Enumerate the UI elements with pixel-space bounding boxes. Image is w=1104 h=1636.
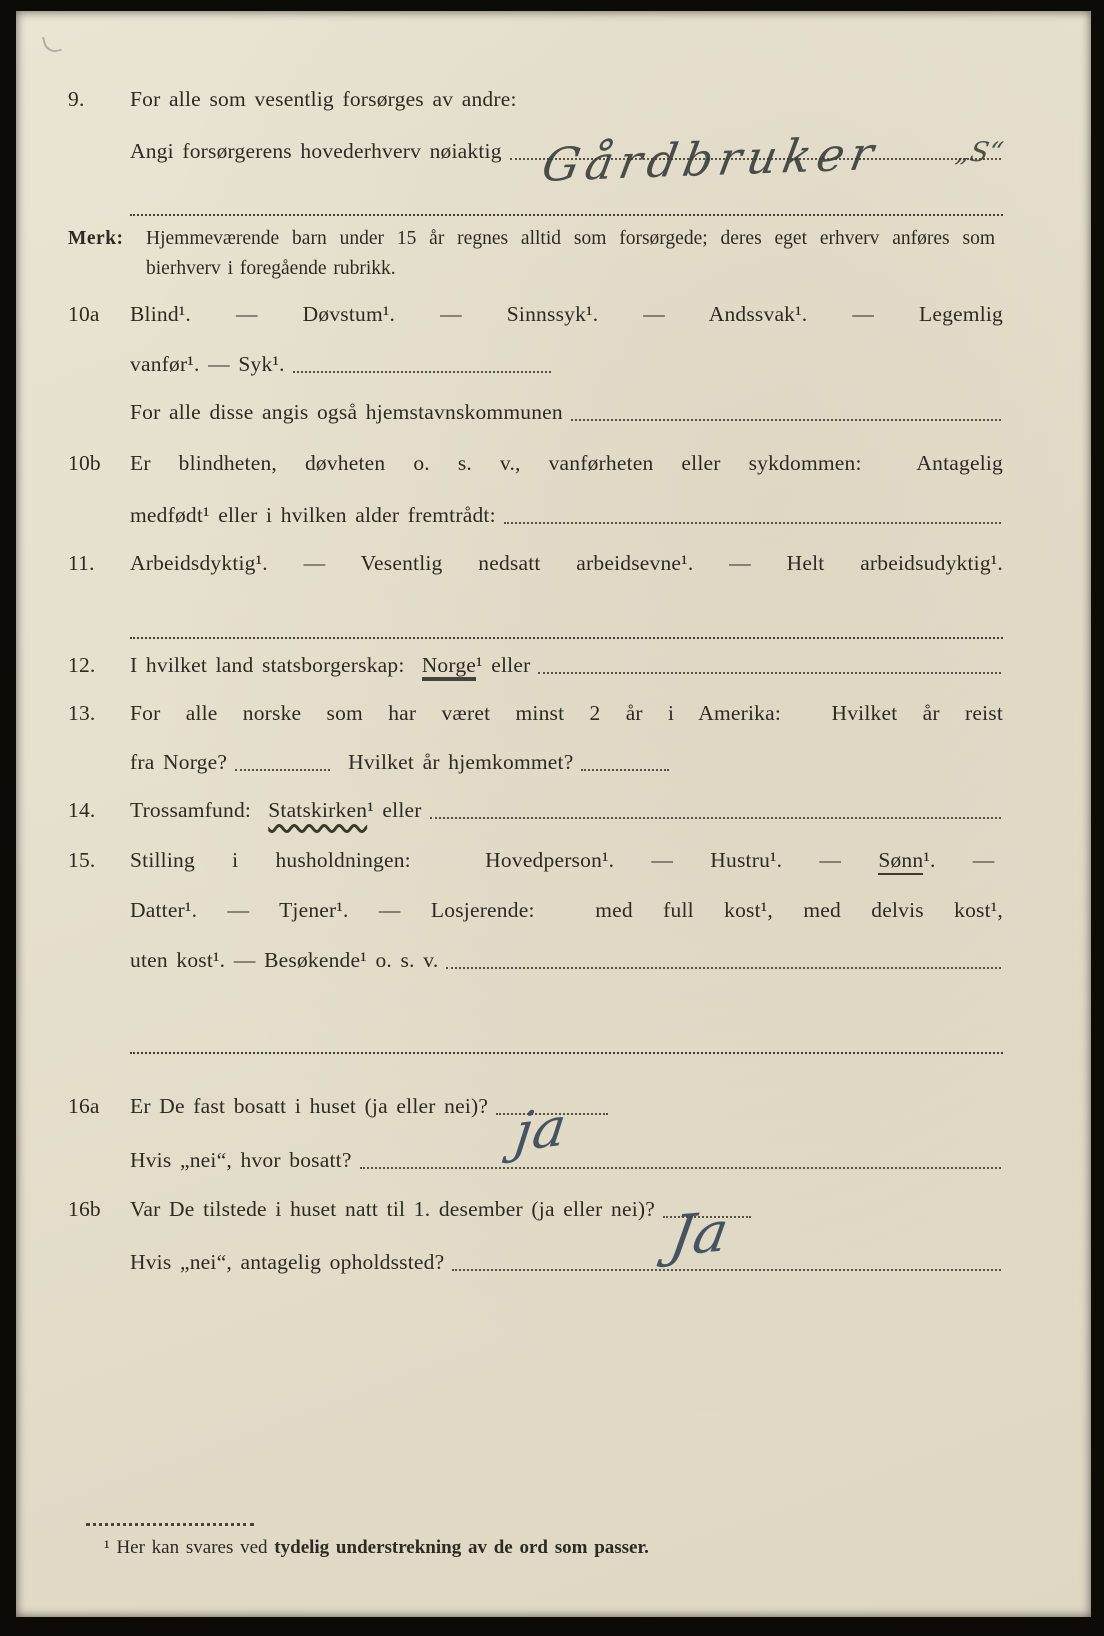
handwritten-answer-suffix: „S“ — [953, 137, 1006, 168]
question-10a-line2 — [130, 347, 1003, 379]
question-12-line1 — [68, 648, 1003, 680]
answer-dotted-line — [446, 943, 1001, 969]
question-text: uten kost¹. — Besøkende¹ o. s. v. — [130, 948, 439, 972]
question-number: 12. — [68, 653, 96, 677]
question-text: Var De tilstede i huset natt til 1. desember (ja eller nei)? — [130, 1197, 655, 1221]
note-label: Merk: — [68, 228, 124, 249]
question-text: Arbeidsdyktig¹. — Vesentlig nedsatt arbeidsevne¹. — Helt arbeidsudyktig¹. — [130, 551, 1003, 575]
question-9-line1 — [68, 84, 1003, 114]
question-number: 14. — [68, 798, 96, 822]
answer-dotted-line — [571, 395, 1001, 421]
answer-dotted-line — [581, 745, 669, 771]
footnote-rule — [86, 1523, 254, 1526]
question-text-post: ¹ eller — [367, 798, 422, 822]
footnote-text-bold: tydelig understrekning av de ord som passer. — [274, 1537, 649, 1558]
section-divider — [130, 214, 1003, 216]
answer-dotted-line — [538, 648, 1001, 674]
question-number: 16a — [68, 1094, 100, 1118]
question-text: Hvis „nei“, hvor bosatt? — [130, 1148, 352, 1172]
question-number: 10a — [68, 302, 100, 326]
question-10a-line1 — [68, 299, 1003, 329]
answer-dotted-line — [452, 1245, 1001, 1271]
pen-stray-mark — [42, 33, 62, 55]
footnote-text: Her kan svares ved — [109, 1537, 275, 1558]
question-number: 16b — [68, 1197, 101, 1221]
question-text: For alle disse angis også hjemstavnskommunen — [130, 400, 563, 424]
question-text: Angi forsørgerens hovederhverv nøiaktig — [130, 139, 502, 163]
question-number: 13. — [68, 701, 96, 725]
answer-dotted-line — [510, 126, 1006, 192]
question-text — [130, 795, 422, 825]
question-15-line3 — [130, 943, 1003, 975]
handwritten-answer-ja: ja — [511, 1095, 571, 1164]
section-divider — [130, 1052, 1003, 1054]
question-text: For alle norske som har været minst 2 år i Amerika: Hvilket år reist — [130, 701, 1003, 725]
question-text-pre: Stilling i husholdningen: Hovedperson¹. — Hustru¹. — — [130, 848, 879, 872]
question-text-post: ¹ eller — [476, 653, 531, 677]
question-13-line2 — [130, 745, 1003, 777]
question-15-line2 — [130, 895, 1003, 925]
question-number: 9. — [68, 87, 85, 111]
form-paper — [16, 11, 1091, 1617]
handwritten-answer-ja: Ja — [665, 1199, 734, 1270]
question-text-post: ¹. — — [923, 848, 1004, 872]
question-10b-line2 — [130, 498, 1003, 530]
question-text: Hvis „nei“, antagelig opholdssted? — [130, 1250, 445, 1274]
pen-wavy-underlined-word: Statskirken — [268, 798, 368, 822]
question-text — [130, 650, 530, 680]
answer-dotted-line — [235, 745, 330, 771]
note-text: Hjemmeværende barn under 15 år regnes alltid som forsørgede; deres eget erhverv anføres som bierhverv i foregående rubrikk. — [146, 228, 995, 279]
question-14-line1 — [68, 793, 1003, 825]
answer-dotted-line — [663, 1192, 751, 1270]
handwritten-answer-occupation: Gårdbruker — [537, 126, 884, 192]
question-10b-line1 — [68, 448, 1003, 478]
footnote — [104, 1535, 1003, 1561]
question-text-pre: Trossamfund: — [130, 798, 269, 822]
footnote-marker: ¹ — [104, 1537, 110, 1558]
answer-dotted-line — [504, 498, 1001, 524]
pen-underlined-word: Sønn — [878, 848, 923, 875]
question-text: Er De fast bosatt i huset (ja eller nei)? — [130, 1094, 489, 1118]
question-number: 11. — [68, 551, 95, 575]
answer-dotted-line — [293, 347, 551, 373]
question-text: medfødt¹ eller i hvilken alder fremtrådt: — [130, 503, 496, 527]
question-text: For alle som vesentlig forsørges av andre: — [130, 87, 517, 111]
question-text — [130, 845, 1003, 875]
answer-dotted-line — [496, 1089, 608, 1164]
question-16a-line2 — [130, 1143, 1003, 1175]
question-text: Hvilket år hjemkommet? — [348, 750, 574, 774]
question-text: vanfør¹. — Syk¹. — [130, 352, 285, 376]
question-text: fra Norge? — [130, 750, 228, 774]
question-text: Datter¹. — Tjener¹. — Losjerende: med full kost¹, med delvis kost¹, — [130, 898, 1003, 922]
section-divider — [130, 637, 1003, 639]
answer-dotted-line — [430, 793, 1001, 819]
question-10a-line3 — [130, 395, 1003, 427]
question-number: 15. — [68, 848, 96, 872]
pen-underlined-word: Norge — [422, 653, 476, 681]
question-9-line2 — [130, 126, 1006, 192]
question-number: 10b — [68, 451, 101, 475]
question-15-line1 — [68, 845, 1003, 875]
question-text: Blind¹. — Døvstum¹. — Sinnssyk¹. — Andssvak¹. — Legemlig — [130, 302, 1003, 326]
question-13-line1 — [68, 698, 1003, 728]
note-block — [68, 224, 995, 284]
question-text-pre: I hvilket land statsborgerskap: — [130, 653, 422, 677]
question-11-line1 — [68, 548, 1003, 578]
question-16b-line2 — [130, 1245, 1003, 1277]
answer-dotted-line — [360, 1143, 1001, 1169]
question-text: Er blindheten, døvheten o. s. v., vanførheten eller sykdommen: Antagelig — [130, 451, 1003, 475]
